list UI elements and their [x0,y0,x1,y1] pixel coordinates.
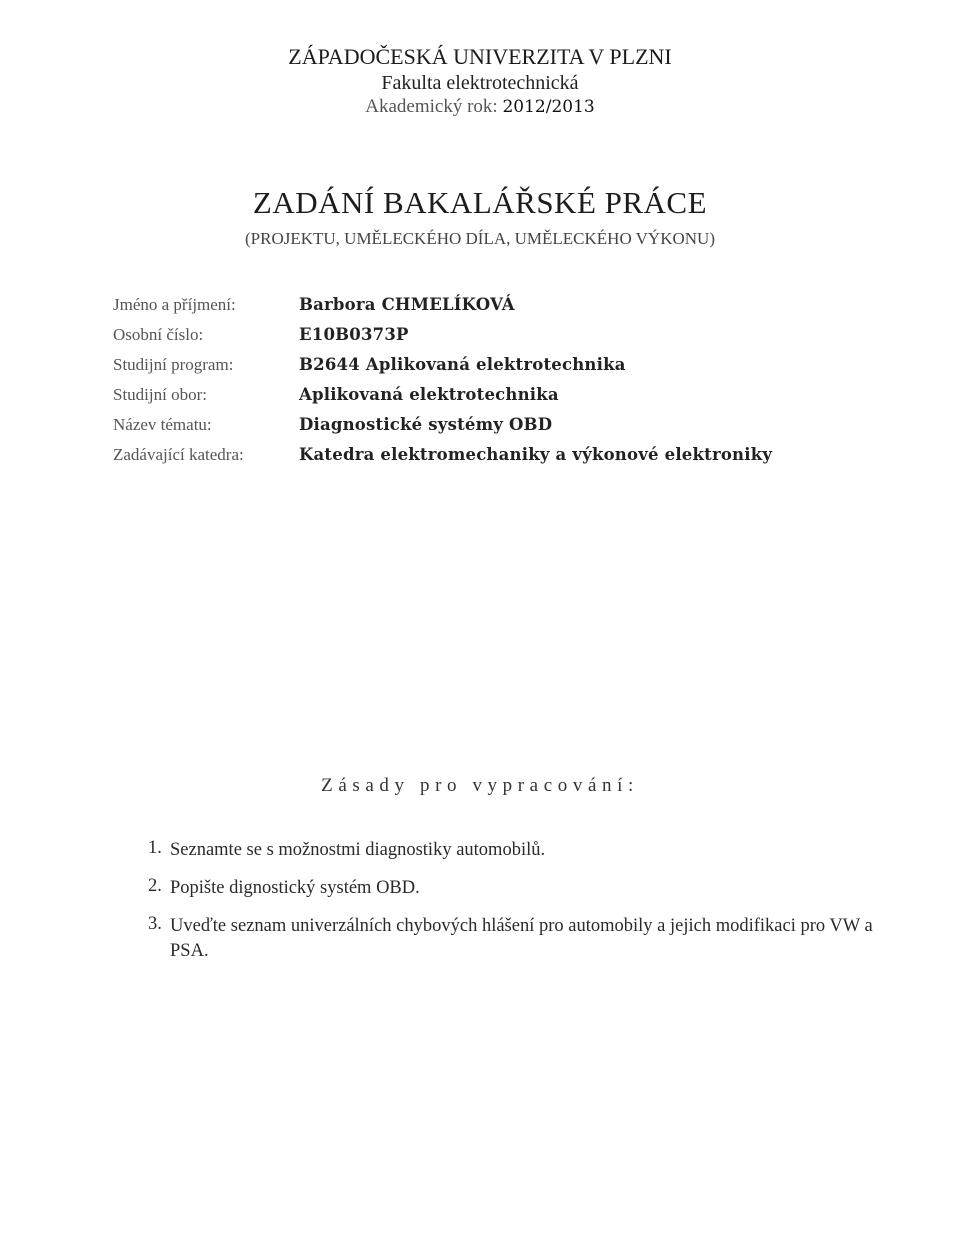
academic-year [0,96,960,118]
list-item-text: Seznamte se s možnostmi diagnostiky automobilů. [170,840,546,860]
info-label: Osobní číslo: [113,325,204,344]
info-label: Studijní obor: [113,385,207,404]
info-value: B2644 Aplikovaná elektrotechnika [299,355,626,374]
info-label: Zadávající katedra: [113,445,244,464]
document-subtitle: (PROJEKTU, UMĚLECKÉHO DÍLA, UMĚLECKÉHO VÝKONU) [245,229,715,248]
principles-heading: Zásady pro vypracování: [321,775,639,796]
list-item-number: 3. [148,914,162,934]
list-item-text: Uveďte seznam univerzálních chybových hlášení pro automobily a jejich modifikaci pro VW a PSA. [170,916,873,961]
info-label: Jméno a příjmení: [113,295,236,314]
info-value: Katedra elektromechaniky a výkonové elektroniky [299,445,773,464]
info-value: Barbora CHMELÍKOVÁ [299,295,515,314]
list-item-text: Popište dignostický systém OBD. [170,878,420,898]
info-value: Diagnostické systémy OBD [299,415,553,434]
info-value: E10B0373P [299,325,409,344]
academic-year-label: Akademický rok: [365,96,498,117]
info-label: Studijní program: [113,355,234,374]
list-item-number: 1. [148,838,162,858]
document-title: ZADÁNÍ BAKALÁŘSKÉ PRÁCE [252,185,708,220]
faculty-name: Fakulta elektrotechnická [381,72,579,94]
info-label: Název tématu: [113,415,212,434]
list-item-number: 2. [148,876,162,896]
university-name: ZÁPADOČESKÁ UNIVERZITA V PLZNI [288,44,672,69]
academic-year-value: 2012/2013 [502,97,595,117]
info-value: Aplikovaná elektrotechnika [299,385,559,404]
